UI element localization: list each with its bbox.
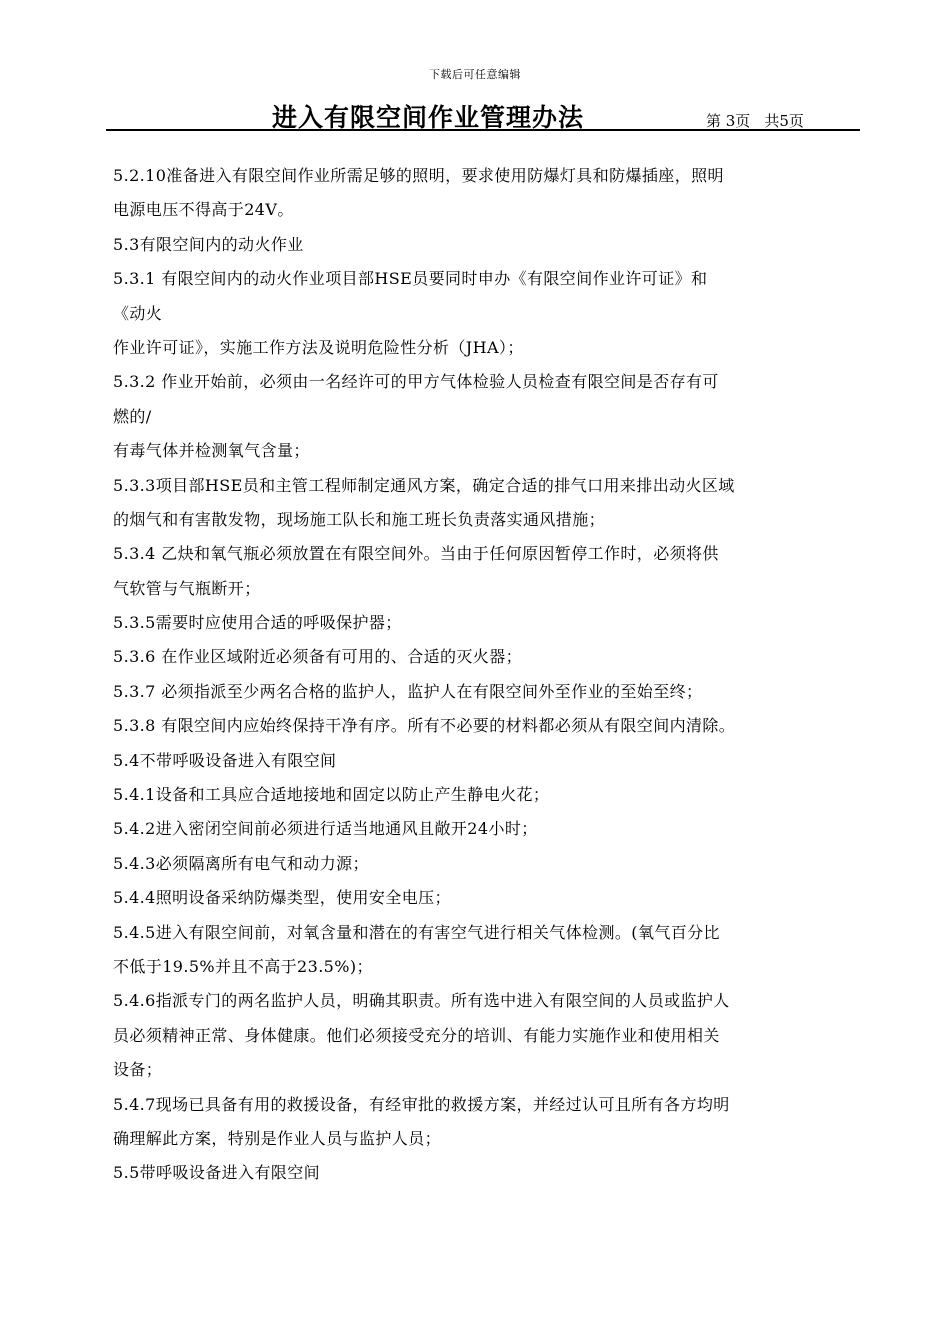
text-line: 5.4.3必须隔离所有电气和动力源； [113, 853, 369, 873]
text-line: 《动火 [113, 303, 163, 323]
document-body [113, 159, 843, 1191]
text-line: 5.4.7现场已具备有用的救援设备，有经审批的救援方案，并经过认可且所有各方均明 [113, 1094, 730, 1114]
text-line: 电源电压不得高于24V。 [113, 200, 294, 220]
text-line: 5.4.2进入密闭空间前必须进行适当地通风且敞开24小时； [113, 819, 538, 839]
text-line: 5.3.1 有限空间内的动火作业项目部HSE员要同时申办《有限空间作业许可证》和 [113, 269, 708, 289]
text-line: 确理解此方案，特别是作业人员与监护人员； [113, 1128, 442, 1148]
text-line: 的烟气和有害散发物，现场施工队长和施工班长负责落实通风措施； [113, 509, 606, 529]
text-line: 5.2.10准备进入有限空间作业所需足够的照明，要求使用防爆灯具和防爆插座，照明 [113, 166, 724, 185]
watermark-text: 下载后可任意编辑 [429, 68, 521, 81]
text-line: 燃的/ [113, 406, 152, 426]
text-line: 5.3.8 有限空间内应始终保持干净有序。所有不必要的材料都必须从有限空间内清除。 [113, 716, 736, 736]
section-heading: 5.3有限空间内的动火作业 [113, 234, 304, 254]
text-line: 不低于19.5%并且不高于23.5%)； [113, 956, 373, 976]
text-line: 5.3.6 在作业区域附近必须备有可用的、合适的灭火器； [113, 647, 522, 667]
text-line: 5.3.7 必须指派至少两名合格的监护人，监护人在有限空间外至作业的至始至终； [113, 681, 703, 701]
text-line: 员必须精神正常、身体健康。他们必须接受充分的培训、有能力实施作业和使用相关 [113, 1025, 720, 1045]
text-line: 作业许可证》，实施工作方法及说明危险性分析（JHA）； [113, 337, 524, 357]
header-rule [106, 129, 860, 131]
text-line: 5.3.4 乙炔和氧气瓶必须放置在有限空间外。当由于任何原因暂停工作时，必须将供 [113, 544, 719, 564]
text-line: 5.3.3项目部HSE员和主管工程师制定通风方案，确定合适的排气口用来排出动火区域 [113, 475, 735, 495]
page-info [706, 110, 804, 131]
document-title: 进入有限空间作业管理办法 [272, 103, 585, 132]
text-line: 气软管与气瓶断开； [113, 578, 261, 598]
page-current: 第 3页 [706, 112, 751, 130]
text-line: 5.4.4照明设备采纳防爆类型，使用安全电压； [113, 888, 451, 908]
text-line: 5.4.5进入有限空间前，对氧含量和潜在的有害空气进行相关气体检测。(氧气百分比 [113, 922, 720, 942]
section-heading: 5.4不带呼吸设备进入有限空间 [113, 750, 337, 770]
text-line: 设备； [113, 1060, 163, 1080]
text-line: 5.4.6指派专门的两名监护人员，明确其职责。所有选中进入有限空间的人员或监护人 [113, 991, 730, 1011]
text-line: 5.3.5需要时应使用合适的呼吸保护器； [113, 613, 402, 633]
text-line: 5.4.1设备和工具应合适地接地和固定以防止产生静电火花； [113, 785, 550, 805]
text-line: 有毒气体并检测氧气含量； [113, 441, 310, 461]
page-total: 共5页 [764, 112, 804, 130]
section-heading: 5.5带呼吸设备进入有限空间 [113, 1163, 321, 1183]
text-line: 5.3.2 作业开始前，必须由一名经许可的甲方气体检验人员检查有限空间是否存有可 [113, 372, 719, 392]
